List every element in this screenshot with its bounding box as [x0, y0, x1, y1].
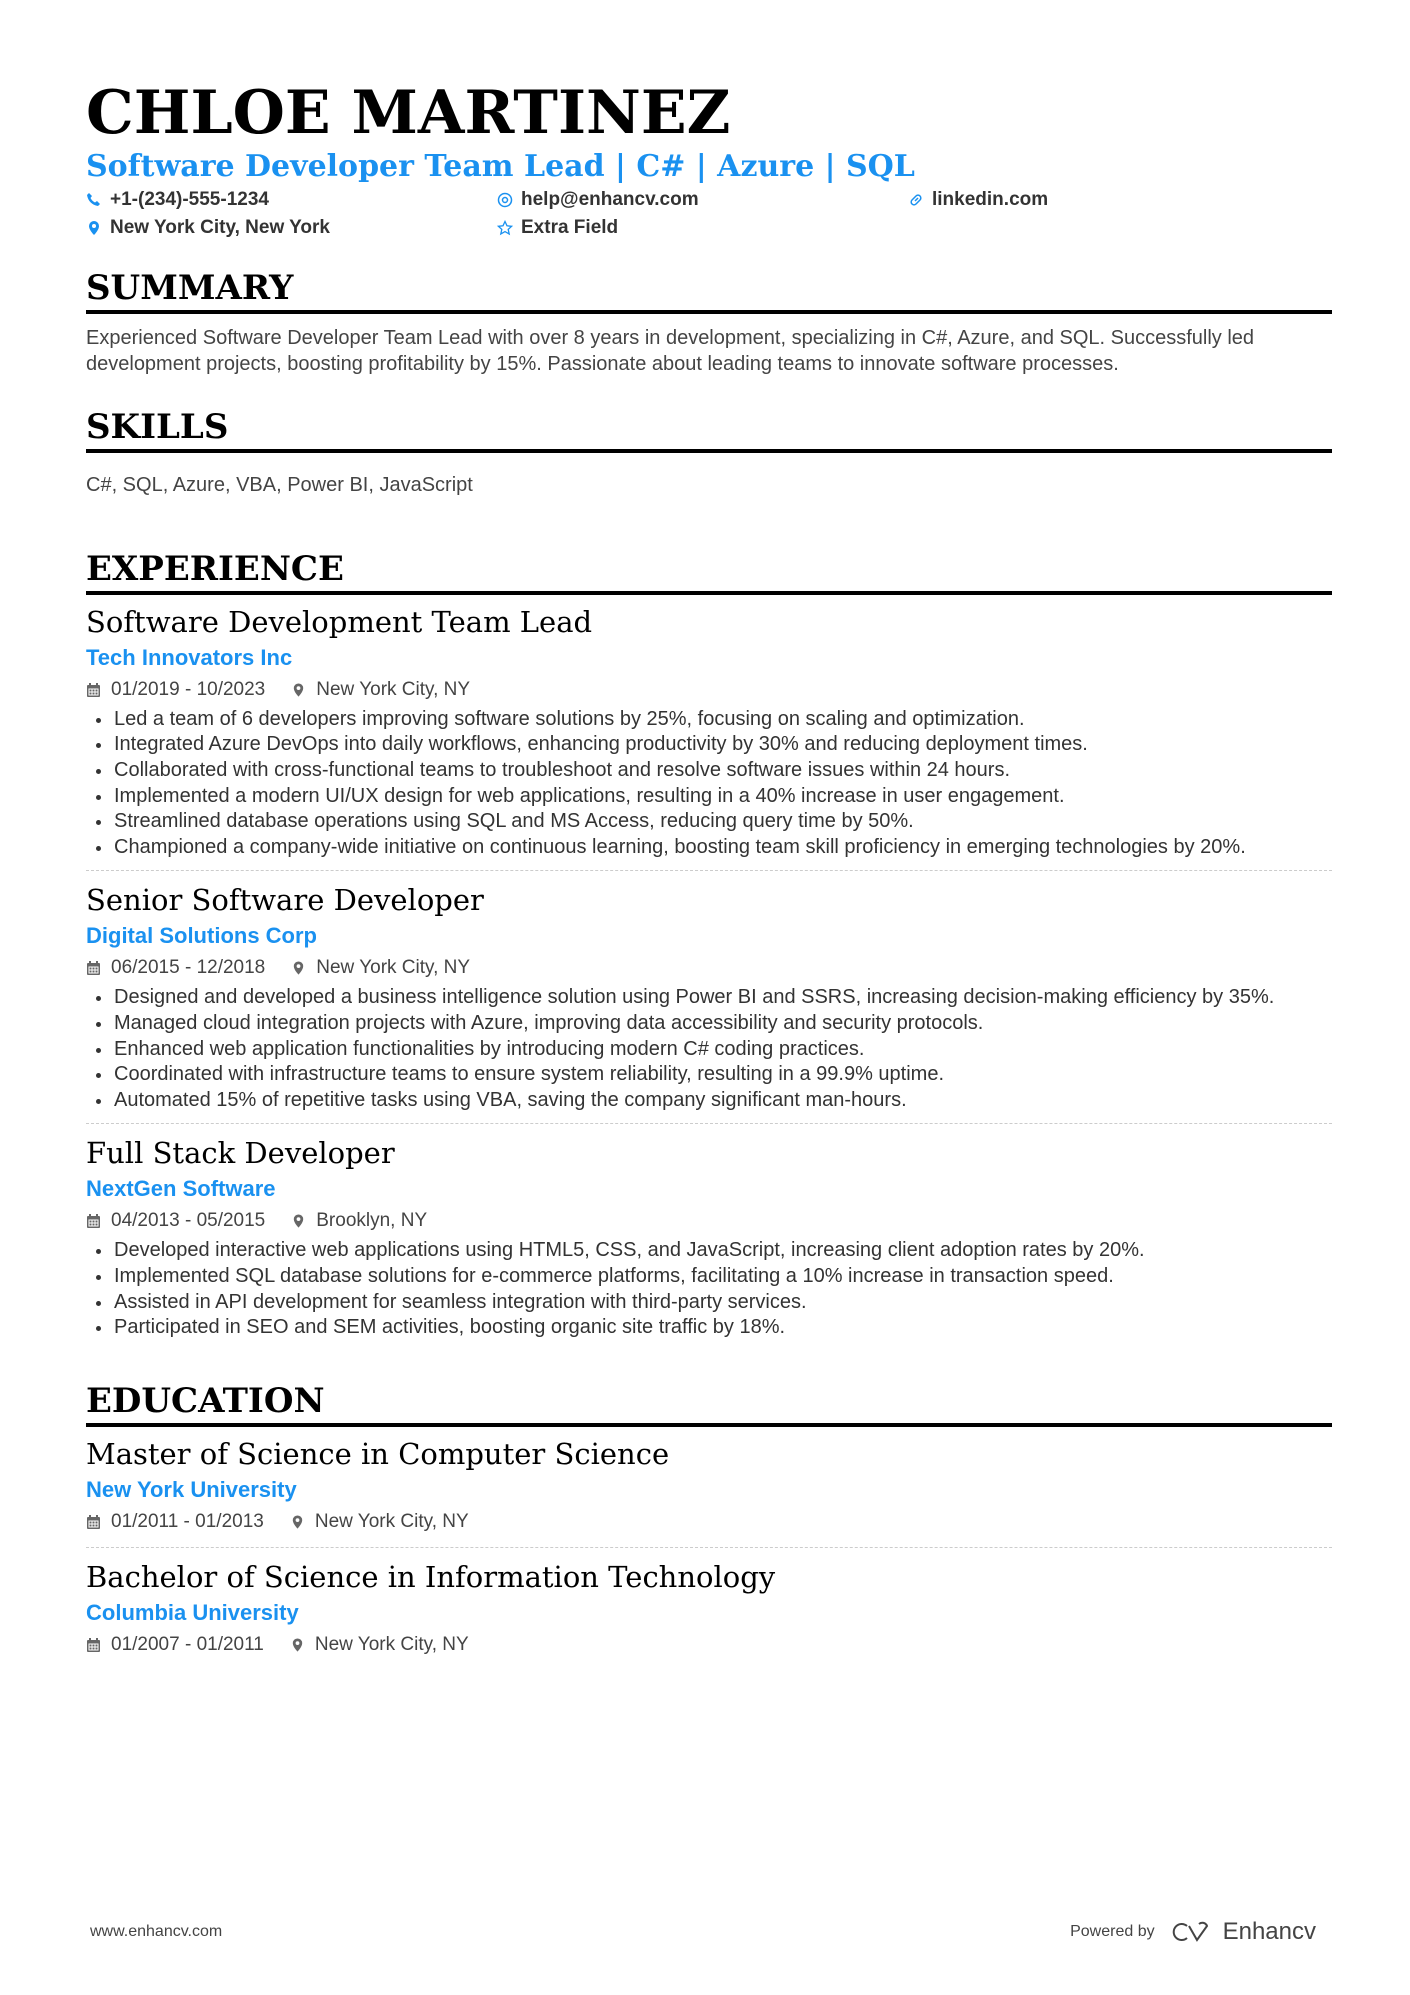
- education-meta: [86, 1630, 1332, 1660]
- date-range: 01/2011 - 01/2013: [111, 1510, 264, 1532]
- date-range: 01/2007 - 01/2011: [111, 1633, 264, 1655]
- section-heading: EDUCATION: [86, 1379, 1332, 1427]
- location-icon: [290, 1514, 305, 1530]
- summary-section: [86, 266, 1332, 377]
- section-heading: SUMMARY: [86, 266, 1332, 314]
- resume: [86, 78, 1332, 1660]
- location: [290, 1507, 469, 1537]
- calendar-icon: [86, 960, 101, 976]
- job-entry: [86, 595, 1332, 861]
- job-organization: NextGen Software: [86, 1176, 276, 1202]
- location-text: New York City, NY: [316, 957, 471, 979]
- calendar-icon: [86, 1637, 101, 1653]
- bullet-item: Enhanced web application functionalities by introducing modern C# coding practices.: [86, 1037, 1332, 1063]
- education-meta: [86, 1507, 1332, 1537]
- extra-text: Extra Field: [521, 217, 619, 238]
- location: [290, 1630, 469, 1660]
- brand-name: Enhancv: [1222, 1918, 1316, 1945]
- email-text: help@enhancv.com: [521, 189, 699, 210]
- job-organization: Digital Solutions Corp: [86, 923, 317, 949]
- location-icon: [291, 960, 306, 976]
- powered-by: [1070, 1918, 1316, 1946]
- date-range: 04/2013 - 05/2015: [111, 1210, 266, 1232]
- candidate-title: Software Developer Team Lead | C# | Azure | SQL: [86, 149, 915, 184]
- bullet-item: Collaborated with cross-functional teams to troubleshoot and resolve software issues within 24 hours.: [86, 758, 1332, 784]
- skills-section: [86, 405, 1332, 499]
- job-entry: [86, 870, 1332, 1113]
- skills-text: C#, SQL, Azure, VBA, Power BI, JavaScript: [86, 474, 473, 497]
- job-meta: [86, 1206, 1332, 1236]
- job-title: Full Stack Developer: [86, 1136, 395, 1171]
- location: [291, 675, 470, 705]
- bullet-item: Assisted in API development for seamless integration with third-party services.: [86, 1290, 1332, 1316]
- bullet-item: Designed and developed a business intelligence solution using Power BI and SSRS, increasing decision-making efficiency by 35%.: [86, 985, 1332, 1011]
- location-icon: [86, 220, 102, 236]
- job-title: Software Development Team Lead: [86, 604, 593, 639]
- bullet-list: [86, 985, 1332, 1113]
- bullet-item: Implemented SQL database solutions for e-commerce platforms, facilitating a 10% increase in transaction speed.: [86, 1264, 1332, 1290]
- education-organization: Columbia University: [86, 1599, 299, 1625]
- enhancv-logo[interactable]: [1169, 1918, 1316, 1946]
- bullet-item: Implemented a modern UI/UX design for web applications, resulting in a 40% increase in user engagement.: [86, 784, 1332, 810]
- at-icon: [497, 192, 513, 208]
- education-title: Master of Science in Computer Science: [86, 1436, 670, 1471]
- bullet-item: Integrated Azure DevOps into daily workflows, enhancing productivity by 30% and reducing deployment times.: [86, 732, 1332, 758]
- website-link[interactable]: www.enhancv.com: [90, 1923, 223, 1940]
- experience-section: [86, 547, 1332, 1341]
- education-entry: [86, 1547, 1332, 1660]
- calendar-icon: [86, 1213, 101, 1229]
- bullet-item: Led a team of 6 developers improving software solutions by 25%, focusing on scaling and optimization.: [86, 707, 1332, 733]
- bullet-item: Coordinated with infrastructure teams to ensure system reliability, resulting in a 99.9% uptime.: [86, 1062, 1332, 1088]
- bullet-item: Participated in SEO and SEM activities, boosting organic site traffic by 18%.: [86, 1315, 1332, 1341]
- education-entry: [86, 1427, 1332, 1537]
- education-section: [86, 1379, 1332, 1660]
- education-title: Bachelor of Science in Information Technology: [86, 1559, 776, 1594]
- link-icon: [908, 192, 924, 208]
- location-icon: [291, 682, 306, 698]
- bullet-item: Championed a company-wide initiative on continuous learning, boosting team skill proficiency in emerging technologies by 20%.: [86, 835, 1332, 861]
- enhancv-logo-icon: [1169, 1920, 1215, 1944]
- summary-text: Experienced Software Developer Team Lead with over 8 years in development, specializing in C#, Azure, and SQL. Successfully led development projects, boosting profitability by 15%. Passionate about leading teams to innovate software processes.: [86, 327, 1255, 375]
- location-text: New York City, NY: [314, 1510, 469, 1532]
- bullet-list: [86, 1238, 1332, 1340]
- job-entry: [86, 1123, 1332, 1340]
- section-heading: EXPERIENCE: [86, 547, 1332, 595]
- education-organization: New York University: [86, 1476, 297, 1502]
- bullet-list: [86, 707, 1332, 861]
- section-heading: SKILLS: [86, 405, 1332, 453]
- job-meta: [86, 675, 1332, 705]
- phone-text: +1-(234)-555-1234: [110, 189, 269, 210]
- job-title: Senior Software Developer: [86, 883, 484, 918]
- contact-linkedin[interactable]: [908, 188, 1208, 212]
- contact-extra: [497, 216, 908, 240]
- date-range: 01/2019 - 10/2023: [111, 678, 266, 700]
- bullet-item: Streamlined database operations using SQL and MS Access, reducing query time by 50%.: [86, 809, 1332, 835]
- job-meta: [86, 953, 1332, 983]
- footer: [90, 1918, 1316, 1946]
- date-range: 06/2015 - 12/2018: [111, 957, 266, 979]
- bullet-item: Automated 15% of repetitive tasks using VBA, saving the company significant man-hours.: [86, 1088, 1332, 1114]
- location-text: New York City, New York: [110, 217, 330, 238]
- location: [291, 953, 470, 983]
- powered-by-label: Powered by: [1070, 1923, 1155, 1940]
- contact-location: [86, 216, 497, 240]
- location-text: Brooklyn, NY: [316, 1210, 428, 1232]
- contact-phone: [86, 188, 497, 212]
- location-icon: [290, 1637, 305, 1653]
- calendar-icon: [86, 1514, 101, 1530]
- bullet-item: Managed cloud integration projects with Azure, improving data accessibility and security protocols.: [86, 1011, 1332, 1037]
- job-organization: Tech Innovators Inc: [86, 644, 293, 670]
- linkedin-text: linkedin.com: [932, 189, 1049, 210]
- location-text: New York City, NY: [316, 678, 471, 700]
- location: [291, 1206, 427, 1236]
- contact-email[interactable]: [497, 188, 908, 212]
- candidate-name: CHLOE MARTINEZ: [86, 78, 731, 148]
- phone-icon: [86, 192, 102, 208]
- calendar-icon: [86, 682, 101, 698]
- star-icon: [497, 220, 513, 236]
- contact-info: [86, 188, 1332, 240]
- bullet-item: Developed interactive web applications using HTML5, CSS, and JavaScript, increasing client adoption rates by 20%.: [86, 1238, 1332, 1264]
- location-text: New York City, NY: [314, 1633, 469, 1655]
- location-icon: [291, 1213, 306, 1229]
